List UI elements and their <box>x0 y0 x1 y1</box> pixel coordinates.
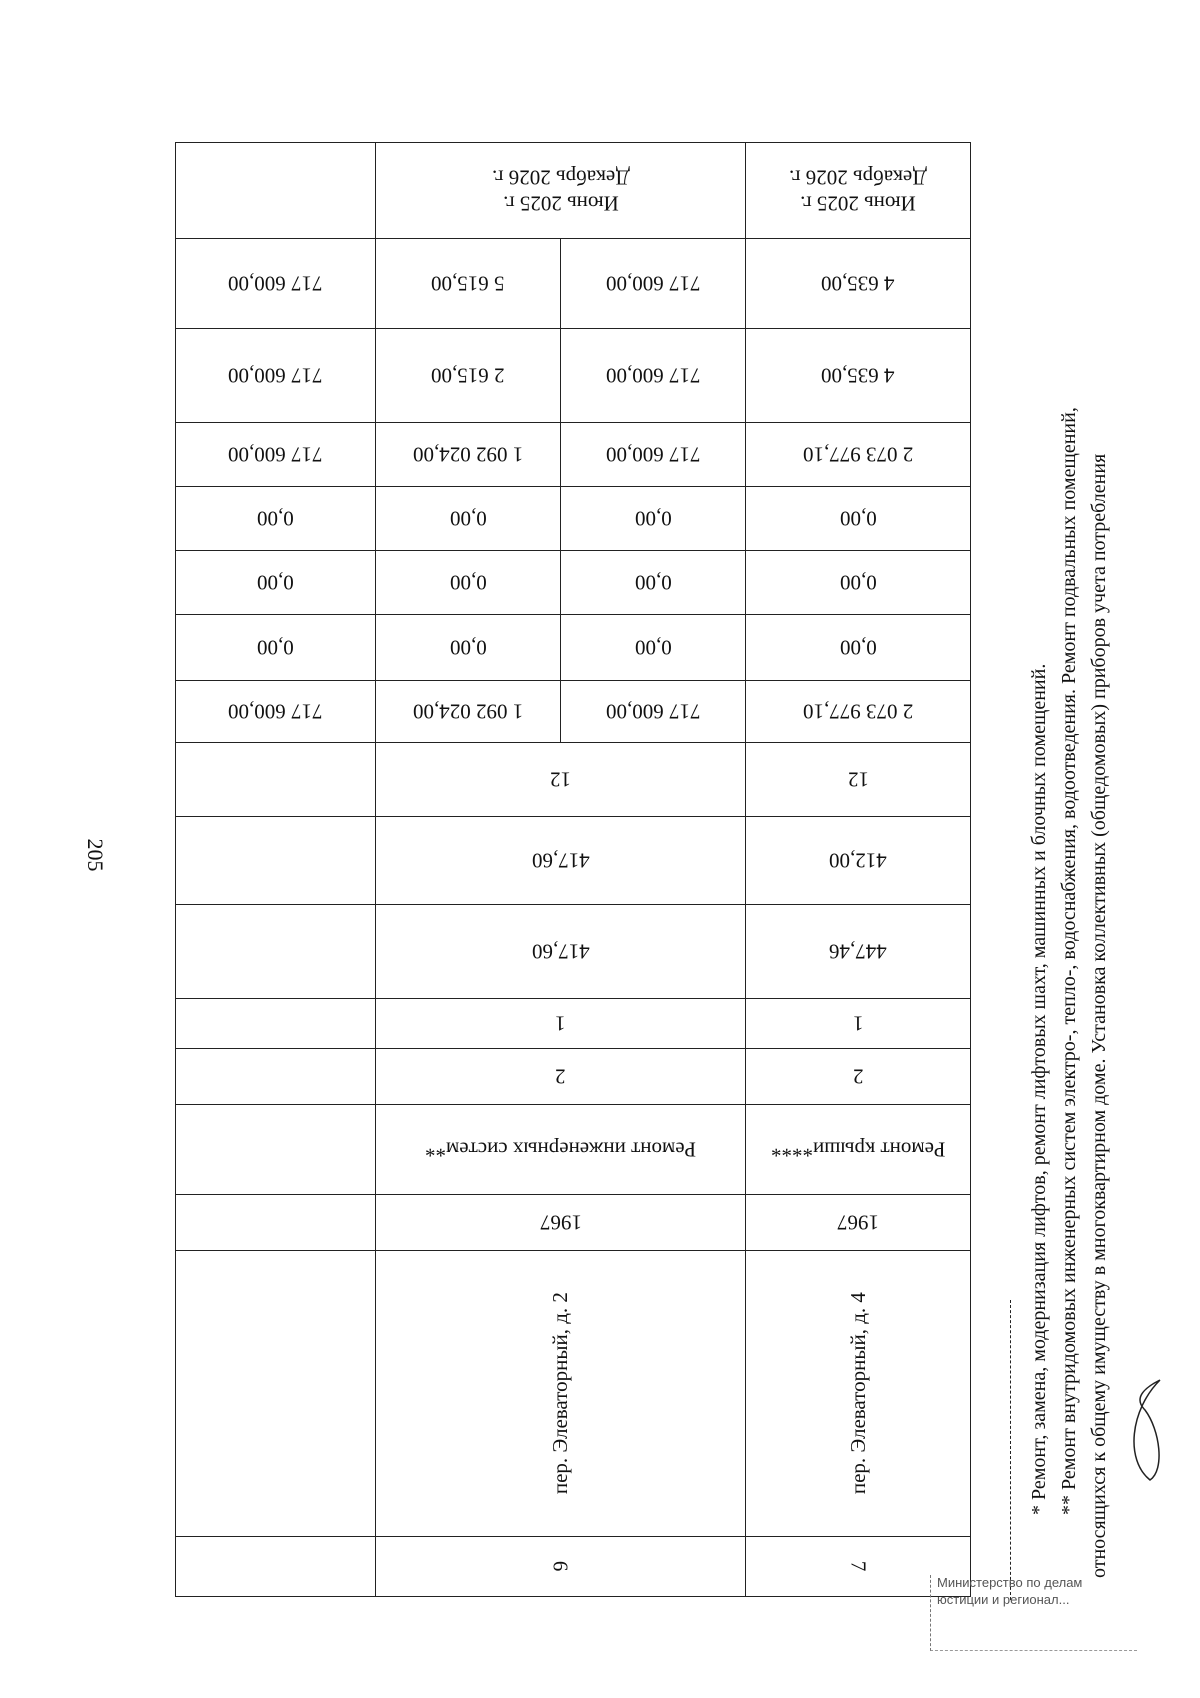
table-row-budget <box>176 551 971 615</box>
cell-empty <box>176 743 376 817</box>
signature-icon <box>1120 1370 1180 1490</box>
cell-empty <box>176 905 376 999</box>
cell-empty <box>176 1105 376 1195</box>
residents-cell: 12 <box>550 767 571 792</box>
col-a-cell: 2 <box>852 1064 864 1089</box>
total-cost-cell: 1 092 024,00 <box>412 699 524 724</box>
col-b-cell: 1 <box>555 1011 566 1036</box>
footnote-rule <box>1010 1300 1011 1600</box>
table-row-area-total <box>176 905 971 999</box>
limit-cost-cell: 717 600,00 <box>605 271 701 296</box>
cell-empty <box>176 143 376 239</box>
total-cost-cell: 717 600,00 <box>228 699 323 724</box>
fund-cost-cell: 0,00 <box>449 635 487 660</box>
area-living-cell: 417,60 <box>531 848 590 873</box>
table-row-unit <box>176 329 971 423</box>
residents-cell: 12 <box>847 767 869 792</box>
stamp-line-1: Министерство по делам <box>937 1575 1083 1590</box>
total-cost-cell: 717 600,00 <box>605 699 701 724</box>
work-type-cell: Ремонт инженерных систем** <box>424 1137 697 1162</box>
municipal-cost-cell: 0,00 <box>257 506 294 531</box>
table-row-limit <box>176 239 971 329</box>
stamp <box>930 1575 1137 1651</box>
cell-empty <box>176 817 376 905</box>
owners-cost-cell: 2 073 977,10 <box>802 442 914 467</box>
table-row-owners <box>176 423 971 487</box>
col-a-cell: 2 <box>555 1064 566 1089</box>
fund-cost-cell: 0,00 <box>257 635 294 660</box>
cell-empty <box>176 1537 376 1597</box>
row-number-cell: 7 <box>846 1561 871 1572</box>
table-row-municipal <box>176 487 971 551</box>
table-row-col-a <box>176 1049 971 1105</box>
owners-cost-cell: 1 092 024,00 <box>412 442 524 467</box>
term-cell: Июнь 2025 г. Декабрь 2026 г. <box>789 165 927 216</box>
footnote-3: относящихся к общему имуществу в многоквартирном доме. Установка коллективных (общедомовых) приборов учета потребления <box>1088 453 1110 1578</box>
table-row-residents <box>176 743 971 817</box>
table-row-number <box>176 1537 971 1597</box>
address-cell: пер. Элеваторный, д. 2 <box>548 1292 573 1495</box>
page-number: 205 <box>83 838 108 872</box>
unit-cost-cell: 4 635,00 <box>821 363 895 388</box>
fund-cost-cell: 0,00 <box>839 635 877 660</box>
table-row-work-type <box>176 1105 971 1195</box>
cell-empty <box>176 1049 376 1105</box>
total-cost-cell: 2 073 977,10 <box>802 699 914 724</box>
year-cell: 1967 <box>539 1210 582 1235</box>
footnote-1: * Ремонт, замена, модернизация лифтов, ремонт лифтовых шахт, машинных и блочных помещений. <box>1028 663 1050 1515</box>
address-cell: пер. Элеваторный, д. 4 <box>845 1292 870 1495</box>
municipal-cost-cell: 0,00 <box>449 506 487 531</box>
cell-empty <box>176 1195 376 1251</box>
term-cell: Июнь 2025 г. Декабрь 2026 г. <box>491 165 630 216</box>
table-row-year <box>176 1195 971 1251</box>
work-type-cell: Ремонт крыши**** <box>770 1137 946 1162</box>
cell-empty <box>176 999 376 1049</box>
limit-cost-cell: 4 635,00 <box>821 271 895 296</box>
municipal-cost-cell: 0,00 <box>839 506 877 531</box>
budget-cost-cell: 0,00 <box>449 570 487 595</box>
row-number-cell: 6 <box>548 1561 573 1572</box>
col-b-cell: 1 <box>852 1011 864 1036</box>
table-row-total <box>176 681 971 743</box>
stamp-line-2: юстиции и регионал... <box>937 1591 1070 1607</box>
area-living-cell: 412,00 <box>829 848 887 873</box>
limit-cost-cell: 5 615,00 <box>431 271 505 296</box>
table-row-fund <box>176 615 971 681</box>
budget-cost-cell: 0,00 <box>257 570 294 595</box>
owners-cost-cell: 717 600,00 <box>228 442 323 467</box>
unit-cost-cell: 2 615,00 <box>431 363 505 388</box>
unit-cost-cell: 717 600,00 <box>605 363 701 388</box>
fund-cost-cell: 0,00 <box>634 635 672 660</box>
table-row-col-b <box>176 999 971 1049</box>
cell-empty <box>176 1251 376 1537</box>
table-row-area-living <box>176 817 971 905</box>
table-row-address <box>176 1251 971 1537</box>
budget-cost-cell: 0,00 <box>634 570 672 595</box>
works-table <box>175 142 971 1597</box>
footnote-2: ** Ремонт внутридомовых инженерных систем электро-, тепло-, водоснабжения, водоотведения. Ремонт подвальных помещений, <box>1058 407 1080 1515</box>
year-cell: 1967 <box>837 1210 879 1235</box>
table-row-term <box>176 143 971 239</box>
limit-cost-cell: 717 600,00 <box>228 271 323 296</box>
budget-cost-cell: 0,00 <box>839 570 877 595</box>
area-total-cell: 447,46 <box>829 939 887 964</box>
owners-cost-cell: 717 600,00 <box>605 442 701 467</box>
area-total-cell: 417,60 <box>531 939 590 964</box>
municipal-cost-cell: 0,00 <box>634 506 672 531</box>
unit-cost-cell: 717 600,00 <box>228 363 323 388</box>
